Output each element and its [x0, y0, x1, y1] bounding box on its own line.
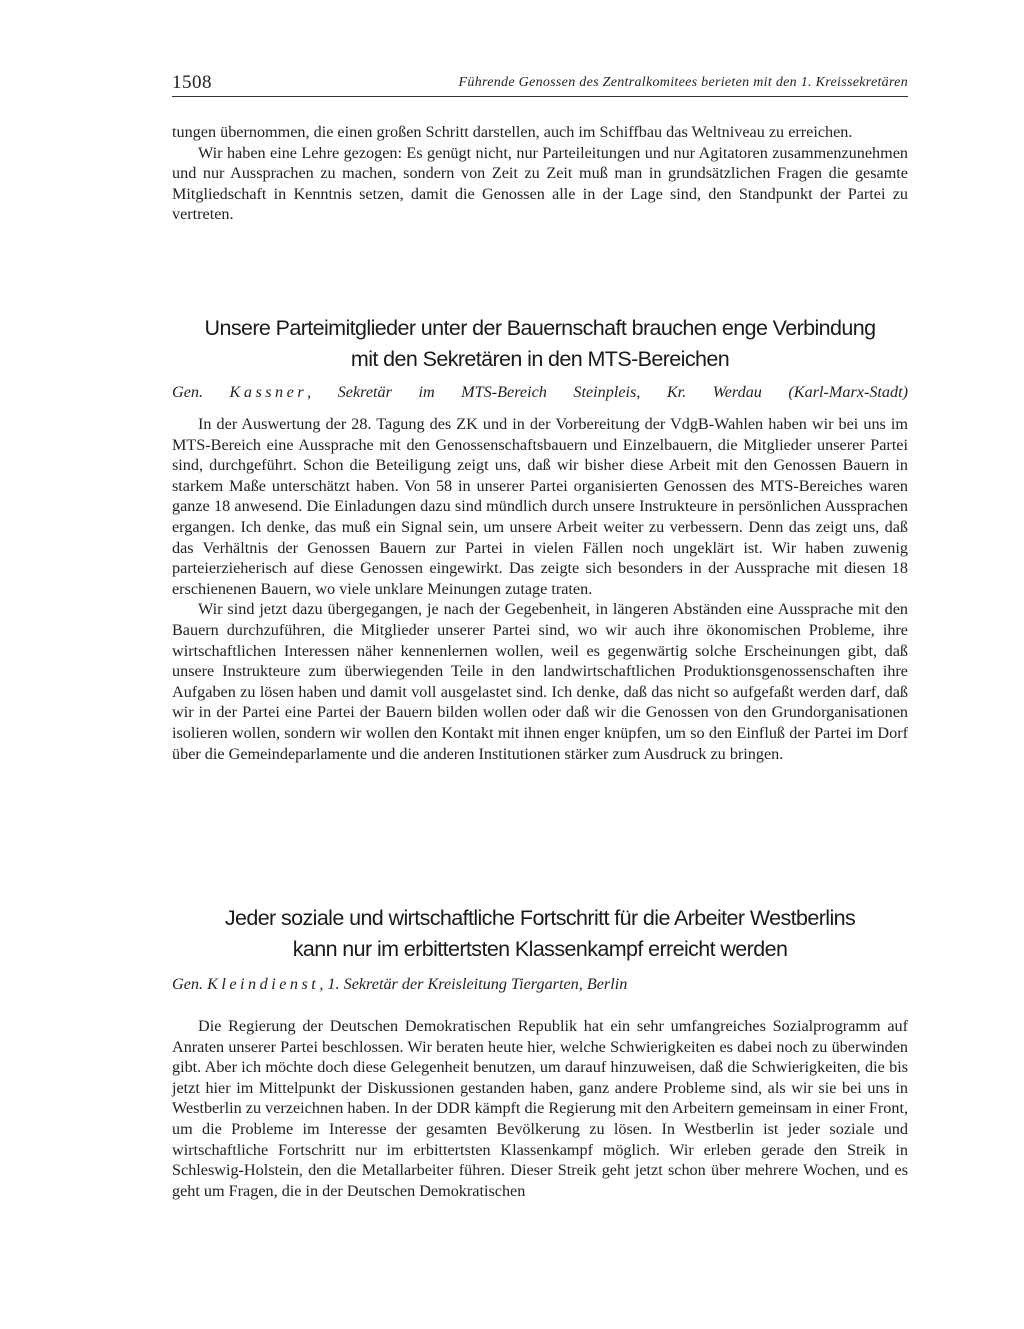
- running-title: Führende Genossen des Zentralkomitees berieten mit den 1. Kreissekretären: [458, 75, 908, 90]
- byline-role: , 1. Sekretär der Kreisleitung Tiergarten, Berlin: [319, 975, 628, 993]
- page-number: 1508: [172, 72, 212, 93]
- byline-role: , Sekretär im MTS-Bereich Steinpleis, Kr. Werdau (Karl-Marx-Stadt): [307, 383, 909, 401]
- paragraph: In der Auswertung der 28. Tagung des ZK und in der Vorbereitung der VdgB-Wahlen haben wir bei uns im MTS-Bereich eine Aussprache mit den Genossenschaftsbauern und Einzelbauern, die Mitglieder unserer Partei sind, durchgeführt. Schon die Beteiligung zeigt uns, daß wir bisher diese Arbeit mit den Genossen Bauern in starkem Maße unterschätzt haben. Von 58 in unserer Partei organisierten Genossen des MTS-Bereiches waren ganze 18 anwesend. Die Einladungen dazu sind mündlich durch unsere Instrukteure in persönlichen Aussprachen ergangen. Ich denke, das muß ein Signal sein, um unsere Arbeit weiter zu verbessern. Denn das zeigt uns, daß das Verhältnis der Genossen Bauern zur Partei in vielen Fällen noch ungeklärt ist. Wir haben zuwenig parteierzieherisch auf diese Genossen eingewirkt. Das zeigte sich besonders in der Aussprache mit diesen 18 erschienenen Bauern, wo viele unklare Meinungen zutage traten.: [172, 415, 908, 598]
- section1-title-line1: Unsere Parteimitglieder unter der Bauernschaft brauchen enge Verbindung: [204, 316, 876, 340]
- section2-title-line1: Jeder soziale und wirtschaftliche Fortschritt für die Arbeiter Westberlins: [224, 906, 856, 930]
- section1-byline: [172, 383, 908, 402]
- speaker-name: Kleindienst: [207, 975, 320, 993]
- section2-text: [172, 1016, 908, 1201]
- paragraph: tungen übernommen, die einen großen Schritt darstellen, auch im Schiffbau das Weltniveau zu erreichen.: [172, 123, 853, 141]
- section1-title: [172, 313, 908, 375]
- byline-prefix: Gen.: [172, 383, 230, 401]
- section2-byline: [172, 975, 908, 994]
- byline-prefix: Gen.: [172, 975, 208, 993]
- section2-title: [172, 903, 908, 965]
- section1-title-line2: mit den Sekretären in den MTS-Bereichen: [350, 347, 730, 371]
- running-header: [172, 70, 908, 97]
- section2-title-line2: kann nur im erbittertsten Klassenkampf erreicht werden: [292, 937, 788, 961]
- intro-text: [172, 122, 908, 225]
- paragraph: Wir haben eine Lehre gezogen: Es genügt nicht, nur Parteileitungen und nur Agitatoren zusammenzunehmen und nur Aussprachen zu machen, sondern von Zeit zu Zeit muß man in grundsätzlichen Fragen die gesamte Mitgliedschaft in Kenntnis setzen, damit die Genossen alle in der Lage sind, den Standpunkt der Partei zu vertreten.: [172, 143, 908, 224]
- paragraph: Die Regierung der Deutschen Demokratischen Republik hat ein sehr umfangreiches Sozialprogramm auf Anraten unserer Partei beschlossen. Wir beraten heute hier, welche Schwierigkeiten es dabei noch zu überwinden gibt. Aber ich möchte doch diese Gelegenheit benutzen, um darauf hinzuweisen, daß die Schwierigkeiten, die bis jetzt hier im Mittelpunkt der Diskussionen gestanden haben, ganz andere Probleme sind, als wir sie bei uns in Westberlin zu verzeichnen haben. In der DDR kämpft die Regierung mit den Arbeitern gemeinsam in einer Front, um die Probleme im Interesse der gesamten Bevölkerung zu lösen. In Westberlin ist jeder soziale und wirtschaftliche Fortschritt nur im erbittertsten Klassenkampf möglich. Wir erleben gerade den Streik in Schleswig-Holstein, den die Metallarbeiter führen. Dieser Streik geht jetzt schon über mehrere Wochen, und es geht um Fragen, die in der Deutschen Demokratischen: [172, 1017, 908, 1200]
- speaker-name: Kassner: [229, 383, 308, 401]
- section1-text: [172, 414, 908, 764]
- paragraph: Wir sind jetzt dazu übergegangen, je nach der Gegebenheit, in längeren Abständen eine Aussprache mit den Bauern durchzuführen, die Mitglieder unserer Partei sind, wo wir auch ihre ökonomischen Probleme, ihre wirtschaftlichen Interessen näher kennenlernen wollen, weil es gegenwärtig solche Erscheinungen gibt, daß unsere Instrukteure zum überwiegenden Teile in den landwirtschaftlichen Produktionsgenossenschaften ihre Aufgaben zu lösen haben und damit voll ausgelastet sind. Ich denke, daß das nicht so aufgefaßt werden darf, daß wir in der Partei eine Partei der Bauern bilden wollen oder daß wir die Genossen von den Grundorganisationen isolieren wollen, sondern wir wollen den Kontakt mit ihnen enger knüpfen, um so den Einfluß der Partei im Dorf über die Gemeindeparlamente und die anderen Institutionen stärker zum Ausdruck zu bringen.: [172, 600, 908, 763]
